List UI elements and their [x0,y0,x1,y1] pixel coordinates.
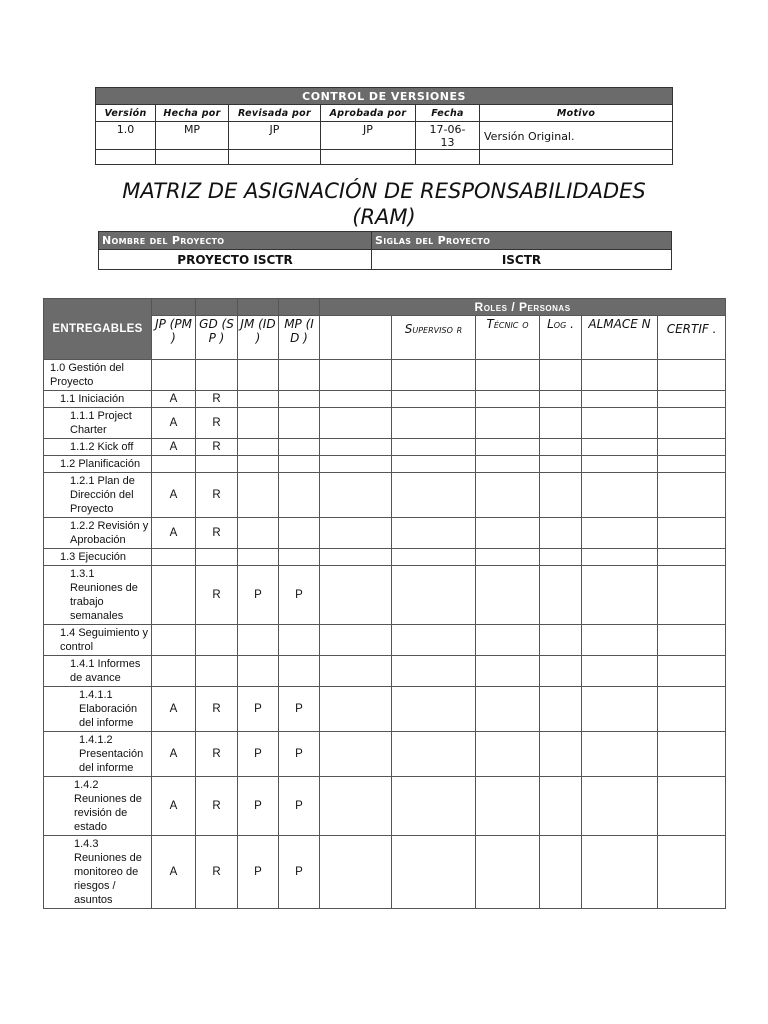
empty-cell [582,391,658,408]
responsibility-cell [238,360,279,391]
empty-cell [582,408,658,439]
empty-cell [540,625,582,656]
responsibility-cell: P [238,732,279,777]
empty-cell [320,566,392,625]
role-mp: MP (ID ) [279,316,320,360]
deliverable-name: 1.0 Gestión del Proyecto [44,360,152,391]
empty-cell [392,456,476,473]
empty-cell [658,473,726,518]
responsibility-cell: R [196,777,238,836]
responsibility-cell [279,408,320,439]
deliverable-row [44,473,726,518]
responsibility-cell: P [279,566,320,625]
empty-cell [658,566,726,625]
empty-cell [582,473,658,518]
title-line-2: (RAM) [352,205,416,229]
header-made-by: Hecha por [156,105,229,122]
empty-cell [320,732,392,777]
deliverable-name: 1.2 Planificación [44,456,152,473]
deliverable-name: 1.3.1 Reuniones de trabajo semanales [44,566,152,625]
empty-cell [392,687,476,732]
version-control-title: CONTROL DE VERSIONES [96,88,673,105]
deliverable-row [44,439,726,456]
date-value: 17-06-13 [416,122,480,150]
header-reviewed-by: Revisada por [229,105,321,122]
responsibility-cell: R [196,408,238,439]
responsibility-cell: A [152,408,196,439]
empty-cell [658,408,726,439]
empty-cell [392,777,476,836]
role-almacen: ALMACE N [582,316,658,360]
empty-cell [392,360,476,391]
empty-cell [540,687,582,732]
empty-cell [320,836,392,909]
deliverable-name: 1.4.1.1 Elaboración del informe [44,687,152,732]
empty-cell [582,439,658,456]
empty-cell [582,777,658,836]
empty-cell [476,456,540,473]
responsibility-cell: A [152,391,196,408]
responsibility-cell: P [279,777,320,836]
deliverable-row [44,456,726,473]
empty-cell [320,549,392,566]
responsibility-cell [279,391,320,408]
project-code-label: Siglas del Proyecto [372,232,672,250]
responsibility-cell: P [279,836,320,909]
empty-cell [658,836,726,909]
responsibility-cell [238,473,279,518]
role-jm: JM (ID ) [238,316,279,360]
responsibility-cell: A [152,836,196,909]
responsibility-cell [279,518,320,549]
empty-cell [320,360,392,391]
empty-cell [540,836,582,909]
empty-cell [320,777,392,836]
entregables-header: ENTREGABLES [44,299,152,360]
responsibility-cell [279,439,320,456]
responsibility-cell: A [152,732,196,777]
role-gd: GD (SP ) [196,316,238,360]
responsibility-cell [279,656,320,687]
responsibility-cell: P [238,566,279,625]
empty-cell [582,456,658,473]
role-tecnico: Técnic o [476,316,540,360]
empty-cell [392,625,476,656]
responsibility-cell [152,625,196,656]
responsibility-cell: R [196,566,238,625]
project-name-value: PROYECTO ISCTR [99,250,372,270]
empty-cell [476,473,540,518]
header-approved-by: Aprobada por [321,105,416,122]
deliverable-name: 1.2.1 Plan de Dirección del Proyecto [44,473,152,518]
page-title [60,178,708,230]
responsibility-cell: P [238,687,279,732]
responsibility-cell [196,656,238,687]
empty-cell [320,687,392,732]
responsibility-cell: P [279,687,320,732]
responsibility-cell [279,473,320,518]
empty-cell [392,656,476,687]
ram-matrix-table [43,298,726,909]
deliverable-row [44,732,726,777]
responsibility-cell [152,566,196,625]
empty-cell [658,456,726,473]
responsibility-cell [238,549,279,566]
empty-cell [540,473,582,518]
responsibility-cell: A [152,439,196,456]
empty-cell [476,408,540,439]
deliverable-row [44,360,726,391]
empty-cell [582,656,658,687]
responsibility-cell: A [152,473,196,518]
deliverable-name: 1.4.3 Reuniones de monitoreo de riesgos / asuntos [44,836,152,909]
role-log: Log . [540,316,582,360]
header-reason: Motivo [480,105,673,122]
responsibility-cell [238,456,279,473]
deliverable-row [44,656,726,687]
empty-cell [658,549,726,566]
empty-cell [540,549,582,566]
empty-cell [582,518,658,549]
empty-cell [658,625,726,656]
empty-cell [392,566,476,625]
deliverable-name: 1.1.1 Project Charter [44,408,152,439]
empty-cell [658,360,726,391]
deliverable-name: 1.3 Ejecución [44,549,152,566]
responsibility-cell [238,391,279,408]
role-blank [320,316,392,360]
responsibility-cell [152,360,196,391]
deliverable-name: 1.4.1.2 Presentación del informe [44,732,152,777]
deliverable-name: 1.4.2 Reuniones de revisión de estado [44,777,152,836]
responsibility-cell [196,625,238,656]
empty-cell [582,549,658,566]
responsibility-cell [279,456,320,473]
empty-cell [540,456,582,473]
title-line-1: MATRIZ DE ASIGNACIÓN DE RESPONSABILIDADES [122,179,646,203]
empty-cell [658,777,726,836]
reason-value: Versión Original. [480,122,673,150]
empty-cell [392,408,476,439]
responsibility-cell [279,549,320,566]
empty-cell [320,518,392,549]
empty-cell [392,732,476,777]
empty-cell [658,687,726,732]
empty-cell [540,360,582,391]
empty-cell [320,656,392,687]
deliverable-row [44,625,726,656]
roles-title: Roles / Personas [320,299,726,316]
empty-cell [320,439,392,456]
empty-cell [476,549,540,566]
deliverable-name: 1.4.1 Informes de avance [44,656,152,687]
project-name-label: Nombre del Proyecto [99,232,372,250]
empty-cell [476,625,540,656]
responsibility-cell [238,439,279,456]
empty-cell [392,836,476,909]
deliverable-name: 1.1.2 Kick off [44,439,152,456]
empty-cell [476,391,540,408]
empty-cell [476,439,540,456]
responsibility-cell [279,625,320,656]
empty-cell [320,625,392,656]
role-supervisor: Superviso r [392,316,476,360]
empty-cell [658,732,726,777]
approved-by-value: JP [321,122,416,150]
responsibility-cell [279,360,320,391]
responsibility-cell [196,549,238,566]
responsibility-cell: A [152,687,196,732]
empty-cell [582,625,658,656]
empty-cell [540,408,582,439]
empty-cell [658,518,726,549]
deliverable-row [44,836,726,909]
version-row [96,122,673,150]
responsibility-cell [238,518,279,549]
deliverable-row [44,549,726,566]
responsibility-cell: P [279,732,320,777]
empty-cell [320,408,392,439]
empty-cell [476,566,540,625]
header-version: Versión [96,105,156,122]
responsibility-cell [152,656,196,687]
responsibility-cell: R [196,439,238,456]
role-jp: JP (PM ) [152,316,196,360]
empty-cell [582,687,658,732]
responsibility-cell: R [196,518,238,549]
deliverable-name: 1.1 Iniciación [44,391,152,408]
empty-cell [540,732,582,777]
empty-cell [476,687,540,732]
empty-cell [392,439,476,456]
responsibility-cell [196,456,238,473]
empty-cell [476,360,540,391]
deliverable-row [44,408,726,439]
empty-cell [320,391,392,408]
responsibility-cell: R [196,836,238,909]
responsibility-cell [238,656,279,687]
header-date: Fecha [416,105,480,122]
responsibility-cell: P [238,777,279,836]
empty-cell [320,456,392,473]
deliverable-row [44,518,726,549]
empty-cell [540,656,582,687]
empty-cell [392,473,476,518]
responsibility-cell: R [196,391,238,408]
responsibility-cell [238,625,279,656]
empty-cell [582,732,658,777]
version-empty-row [96,150,673,165]
empty-cell [658,439,726,456]
responsibility-cell [152,549,196,566]
empty-cell [392,549,476,566]
empty-cell [540,777,582,836]
version-control-table [95,87,673,165]
empty-cell [320,473,392,518]
responsibility-cell: A [152,777,196,836]
responsibility-cell [152,456,196,473]
empty-cell [540,566,582,625]
responsibility-cell [196,360,238,391]
responsibility-cell: R [196,687,238,732]
empty-cell [392,518,476,549]
deliverable-row [44,566,726,625]
responsibility-cell: P [238,836,279,909]
empty-cell [582,836,658,909]
empty-cell [476,777,540,836]
empty-cell [658,656,726,687]
responsibility-cell: R [196,732,238,777]
deliverable-row [44,777,726,836]
project-code-value: ISCTR [372,250,672,270]
responsibility-cell [238,408,279,439]
deliverable-name: 1.2.2 Revisión y Aprobación [44,518,152,549]
empty-cell [540,391,582,408]
empty-cell [582,566,658,625]
empty-cell [540,518,582,549]
empty-cell [476,518,540,549]
empty-cell [476,732,540,777]
responsibility-cell: A [152,518,196,549]
deliverable-name: 1.4 Seguimiento y control [44,625,152,656]
empty-cell [540,439,582,456]
made-by-value: MP [156,122,229,150]
responsibility-cell: R [196,473,238,518]
empty-cell [476,836,540,909]
role-certif: CERTIF . [658,316,726,360]
reviewed-by-value: JP [229,122,321,150]
version-value: 1.0 [96,122,156,150]
empty-cell [476,656,540,687]
empty-cell [582,360,658,391]
empty-cell [392,391,476,408]
deliverable-row [44,687,726,732]
project-table [98,231,672,270]
empty-cell [658,391,726,408]
deliverable-row [44,391,726,408]
